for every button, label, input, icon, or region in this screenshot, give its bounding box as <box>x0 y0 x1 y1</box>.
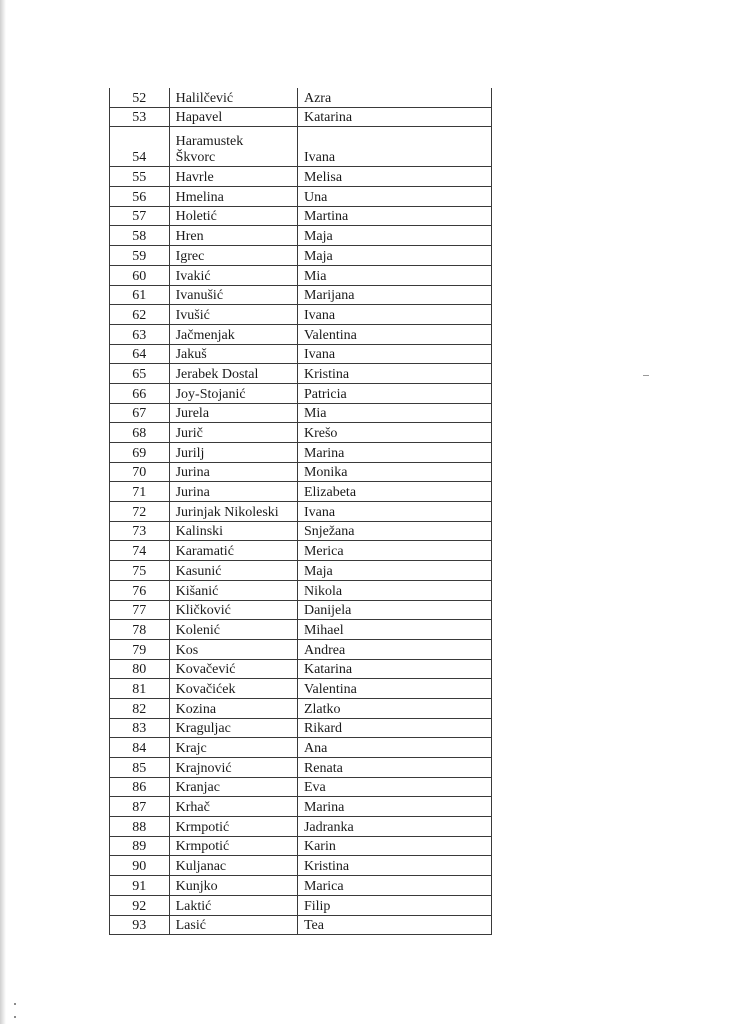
given-name-cell: Nikola <box>297 580 491 600</box>
row-number: 74 <box>110 541 170 561</box>
row-number: 55 <box>110 167 170 187</box>
surname-cell: Laktić <box>169 895 297 915</box>
table-row <box>110 305 492 325</box>
table-row <box>110 836 492 856</box>
surname-cell: Jurinjak Nikoleski <box>169 502 297 522</box>
scan-mark <box>643 375 649 376</box>
surname-cell: Kalinski <box>169 521 297 541</box>
scan-speck <box>14 1016 16 1018</box>
table-row <box>110 107 492 127</box>
surname-cell: Kasunić <box>169 561 297 581</box>
row-number: 75 <box>110 561 170 581</box>
given-name-cell: Merica <box>297 541 491 561</box>
row-number: 66 <box>110 383 170 403</box>
surname-cell: Jurič <box>169 423 297 443</box>
table-row <box>110 482 492 502</box>
given-name-cell: Kristina <box>297 856 491 876</box>
table-row <box>110 383 492 403</box>
surname-cell: Jurina <box>169 482 297 502</box>
table-row <box>110 285 492 305</box>
given-name-cell: Mia <box>297 265 491 285</box>
row-number: 65 <box>110 364 170 384</box>
row-number: 83 <box>110 718 170 738</box>
table-row <box>110 915 492 935</box>
row-number: 70 <box>110 462 170 482</box>
surname-line-2: Škvorc <box>175 150 216 166</box>
surname-cell: Hapavel <box>169 107 297 127</box>
row-number: 81 <box>110 679 170 699</box>
table-row <box>110 344 492 364</box>
row-number: 58 <box>110 226 170 246</box>
name-list-body <box>110 88 492 935</box>
surname-cell: Krajnović <box>169 758 297 778</box>
row-number: 85 <box>110 758 170 778</box>
surname-cell: Kovačević <box>169 659 297 679</box>
given-name-cell: Melisa <box>297 167 491 187</box>
row-number: 86 <box>110 777 170 797</box>
surname-line-1: Haramustek <box>175 134 244 150</box>
given-name-cell: Jadranka <box>297 817 491 837</box>
surname-cell: Kolenić <box>169 620 297 640</box>
table-row <box>110 620 492 640</box>
table-row <box>110 679 492 699</box>
given-name-cell: Krešo <box>297 423 491 443</box>
given-name-cell: Andrea <box>297 639 491 659</box>
table-row <box>110 364 492 384</box>
row-number: 60 <box>110 265 170 285</box>
given-name-cell: Zlatko <box>297 698 491 718</box>
surname-cell: Kos <box>169 639 297 659</box>
surname-cell: Kozina <box>169 698 297 718</box>
table-row <box>110 561 492 581</box>
surname-cell <box>169 127 297 167</box>
row-number: 57 <box>110 206 170 226</box>
row-number: 72 <box>110 502 170 522</box>
given-name-cell: Kristina <box>297 364 491 384</box>
given-name-cell: Marina <box>297 797 491 817</box>
surname-cell: Kličković <box>169 600 297 620</box>
row-number: 68 <box>110 423 170 443</box>
given-name-cell: Karin <box>297 836 491 856</box>
row-number: 82 <box>110 698 170 718</box>
surname-cell: Karamatić <box>169 541 297 561</box>
given-name-cell: Renata <box>297 758 491 778</box>
surname-cell: Kunjko <box>169 876 297 896</box>
surname-cell: Jurela <box>169 403 297 423</box>
row-number: 63 <box>110 324 170 344</box>
given-name-cell: Elizabeta <box>297 482 491 502</box>
row-number: 56 <box>110 187 170 207</box>
given-name-cell: Ivana <box>297 344 491 364</box>
row-number: 84 <box>110 738 170 758</box>
row-number: 77 <box>110 600 170 620</box>
given-name-cell: Maja <box>297 561 491 581</box>
surname-cell: Igrec <box>169 246 297 266</box>
table-row <box>110 246 492 266</box>
scan-edge-shadow <box>0 0 6 1024</box>
surname-cell: Ivakić <box>169 265 297 285</box>
given-name-cell: Eva <box>297 777 491 797</box>
table-row <box>110 206 492 226</box>
surname-cell: Jakuš <box>169 344 297 364</box>
row-number: 78 <box>110 620 170 640</box>
surname-cell: Krhač <box>169 797 297 817</box>
row-number: 69 <box>110 443 170 463</box>
given-name-cell: Rikard <box>297 718 491 738</box>
table-row <box>110 127 492 167</box>
table-row <box>110 639 492 659</box>
table-row <box>110 777 492 797</box>
given-name-cell: Marijana <box>297 285 491 305</box>
row-number: 88 <box>110 817 170 837</box>
given-name-cell: Maja <box>297 246 491 266</box>
surname-cell: Kovačićek <box>169 679 297 699</box>
surname-cell: Hmelina <box>169 187 297 207</box>
table-row <box>110 167 492 187</box>
given-name-cell: Tea <box>297 915 491 935</box>
table-row <box>110 88 492 107</box>
row-number: 91 <box>110 876 170 896</box>
surname-cell: Halilčević <box>169 88 297 107</box>
table-row <box>110 817 492 837</box>
surname-cell: Krmpotić <box>169 817 297 837</box>
row-number: 89 <box>110 836 170 856</box>
given-name-cell: Ivana <box>297 127 491 167</box>
row-number: 61 <box>110 285 170 305</box>
table-row <box>110 324 492 344</box>
row-number: 64 <box>110 344 170 364</box>
table-row <box>110 502 492 522</box>
given-name-cell: Katarina <box>297 107 491 127</box>
given-name-cell: Ivana <box>297 502 491 522</box>
row-number: 71 <box>110 482 170 502</box>
table-row <box>110 226 492 246</box>
name-list-table <box>109 88 492 935</box>
surname-cell: Kuljanac <box>169 856 297 876</box>
surname-cell: Krajc <box>169 738 297 758</box>
surname-cell: Lasić <box>169 915 297 935</box>
given-name-cell: Valentina <box>297 679 491 699</box>
table-row <box>110 698 492 718</box>
table-row <box>110 521 492 541</box>
row-number: 93 <box>110 915 170 935</box>
surname-cell: Krmpotić <box>169 836 297 856</box>
given-name-cell: Filip <box>297 895 491 915</box>
given-name-cell: Patricia <box>297 383 491 403</box>
table-row <box>110 659 492 679</box>
table-row <box>110 876 492 896</box>
given-name-cell: Marina <box>297 443 491 463</box>
surname-cell: Jurilj <box>169 443 297 463</box>
row-number: 76 <box>110 580 170 600</box>
given-name-cell: Ana <box>297 738 491 758</box>
given-name-cell: Una <box>297 187 491 207</box>
row-number: 54 <box>110 127 170 167</box>
row-number: 53 <box>110 107 170 127</box>
table-row <box>110 187 492 207</box>
table-row <box>110 797 492 817</box>
given-name-cell: Azra <box>297 88 491 107</box>
surname-cell: Jačmenjak <box>169 324 297 344</box>
given-name-cell: Martina <box>297 206 491 226</box>
table-row <box>110 541 492 561</box>
row-number: 52 <box>110 88 170 107</box>
given-name-cell: Monika <box>297 462 491 482</box>
given-name-cell: Danijela <box>297 600 491 620</box>
surname-cell: Kranjac <box>169 777 297 797</box>
row-number: 59 <box>110 246 170 266</box>
surname-cell: Joy-Stojanić <box>169 383 297 403</box>
surname-cell: Ivušić <box>169 305 297 325</box>
row-number: 73 <box>110 521 170 541</box>
table-row <box>110 265 492 285</box>
surname-cell: Hren <box>169 226 297 246</box>
table-row <box>110 738 492 758</box>
given-name-cell: Maja <box>297 226 491 246</box>
table-row <box>110 600 492 620</box>
surname-cell: Holetić <box>169 206 297 226</box>
given-name-cell: Valentina <box>297 324 491 344</box>
table-row <box>110 443 492 463</box>
scan-speck <box>14 1003 16 1005</box>
row-number: 92 <box>110 895 170 915</box>
table-row <box>110 895 492 915</box>
table-row <box>110 403 492 423</box>
table-row <box>110 718 492 738</box>
row-number: 87 <box>110 797 170 817</box>
given-name-cell: Katarina <box>297 659 491 679</box>
surname-cell: Kraguljac <box>169 718 297 738</box>
row-number: 80 <box>110 659 170 679</box>
table-row <box>110 580 492 600</box>
row-number: 90 <box>110 856 170 876</box>
surname-cell: Havrle <box>169 167 297 187</box>
surname-cell: Kišanić <box>169 580 297 600</box>
given-name-cell: Marica <box>297 876 491 896</box>
given-name-cell: Snježana <box>297 521 491 541</box>
table-row <box>110 758 492 778</box>
table-row <box>110 423 492 443</box>
given-name-cell: Ivana <box>297 305 491 325</box>
surname-cell: Ivanušić <box>169 285 297 305</box>
given-name-cell: Mihael <box>297 620 491 640</box>
given-name-cell: Mia <box>297 403 491 423</box>
surname-cell: Jurina <box>169 462 297 482</box>
table-row <box>110 856 492 876</box>
surname-cell: Jerabek Dostal <box>169 364 297 384</box>
row-number: 67 <box>110 403 170 423</box>
row-number: 79 <box>110 639 170 659</box>
table-row <box>110 462 492 482</box>
row-number: 62 <box>110 305 170 325</box>
